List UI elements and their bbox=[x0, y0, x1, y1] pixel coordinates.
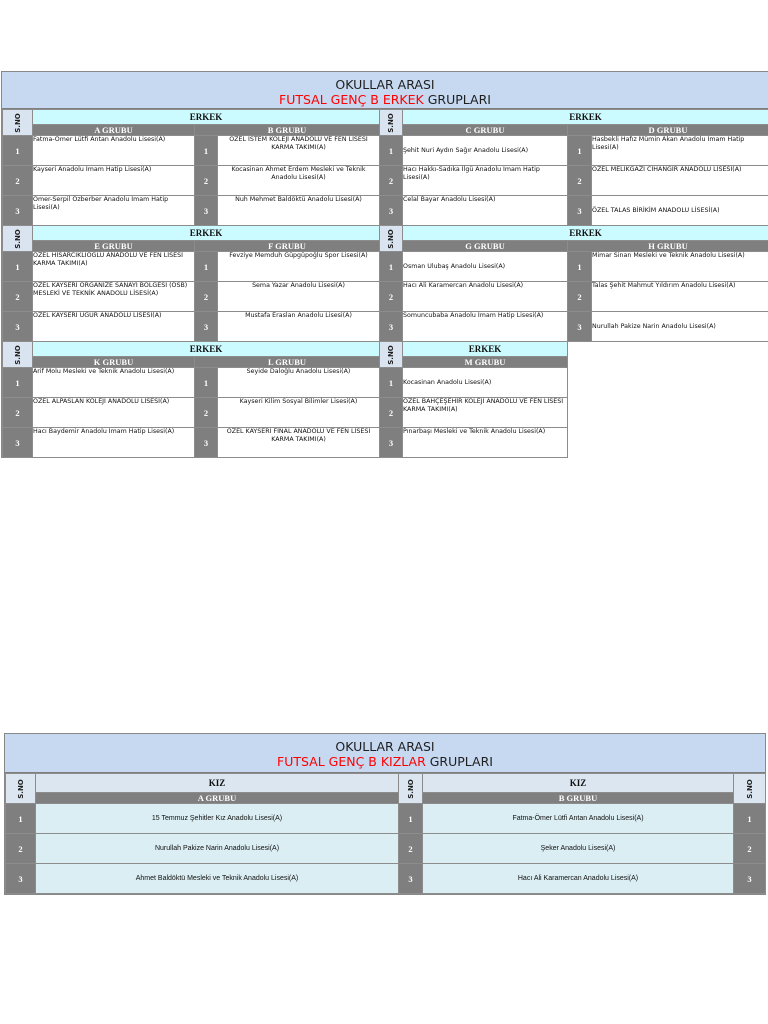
school-cell: Sema Yazar Anadolu Lisesi(A) bbox=[218, 282, 380, 312]
school-cell: Nurullah Pakize Narin Anadolu Lisesi(A) bbox=[36, 834, 399, 864]
group-d-name: D GRUBU bbox=[568, 125, 768, 136]
school-cell: Nuh Mehmet Baldöktü Anadolu Lisesi(A) bbox=[218, 196, 380, 226]
row-number: 1 bbox=[195, 252, 218, 282]
erkek-title-box bbox=[2, 72, 768, 109]
school-cell: Fatma-Ömer Lütfi Antan Anadolu Lisesi(A) bbox=[423, 804, 734, 834]
row-number: 2 bbox=[734, 834, 766, 864]
row-number: 3 bbox=[6, 864, 36, 894]
kiz-title-line1: OKULLAR ARASI bbox=[335, 739, 435, 754]
gender-header: ERKEK bbox=[403, 342, 568, 357]
row-number: 1 bbox=[6, 804, 36, 834]
row-number: 1 bbox=[380, 136, 403, 166]
school-cell: Kayseri Anadolu İmam Hatip Lisesi(A) bbox=[33, 166, 195, 196]
school-cell: Talas Şehit Mahmut Yıldırım Anadolu Lisesi(A) bbox=[592, 282, 768, 312]
school-cell: Hacı Hakkı-Sadıka İlgü Anadolu İmam Hatip Lisesi(A) bbox=[403, 166, 568, 196]
row-number: 1 bbox=[3, 252, 33, 282]
row-number: 3 bbox=[568, 312, 592, 342]
row-number: 3 bbox=[195, 196, 218, 226]
row-number: 1 bbox=[195, 368, 218, 398]
row-number: 1 bbox=[399, 804, 423, 834]
row-number: 2 bbox=[3, 398, 33, 428]
row-number: 1 bbox=[380, 368, 403, 398]
erkek-title-red: FUTSAL GENÇ B ERKEK bbox=[279, 92, 424, 107]
school-cell: Hacı Baydemir Anadolu İmam Hatip Lisesi(A) bbox=[33, 428, 195, 458]
group-f-name: F GRUBU bbox=[195, 241, 380, 252]
school-cell: Fatma-Ömer Lütfi Antan Anadolu Lisesi(A) bbox=[33, 136, 195, 166]
school-cell: Mustafa Eraslan Anadolu Lisesi(A) bbox=[218, 312, 380, 342]
school-cell: ÖZEL HİSARCIKLIOĞLU ANADOLU VE FEN LİSESİ KARMA TAKIMI(A) bbox=[33, 252, 195, 282]
row-number: 2 bbox=[195, 166, 218, 196]
gender-header: ERKEK bbox=[33, 342, 380, 357]
kiz-groups-table bbox=[5, 773, 766, 894]
group-l-name: L GRUBU bbox=[195, 357, 380, 368]
kiz-title-box bbox=[5, 734, 765, 773]
row-number: 2 bbox=[380, 398, 403, 428]
kiz-groups-sheet bbox=[4, 733, 766, 895]
row-number: 1 bbox=[734, 804, 766, 834]
row-number: 1 bbox=[380, 252, 403, 282]
school-cell: Arif Molu Mesleki ve Teknik Anadolu Lisesi(A) bbox=[33, 368, 195, 398]
school-cell: ÖZEL İSTEM KOLEJİ ANADOLU VE FEN LİSESİ KARMA TAKIMI(A) bbox=[218, 136, 380, 166]
school-cell: ÖZEL KAYSERİ ORGANİZE SANAYİ BÖLGESİ (OSB) MESLEKİ VE TEKNİK ANADOLU LİSESİ(A) bbox=[33, 282, 195, 312]
row-number: 2 bbox=[3, 166, 33, 196]
gender-header: KIZ bbox=[423, 774, 734, 793]
erkek-title-rest: GRUPLARI bbox=[423, 92, 491, 107]
school-cell: Ömer-Serpil Özberber Anadolu İmam Hatip Lisesi(A) bbox=[33, 196, 195, 226]
kiz-title-line2 bbox=[5, 754, 765, 769]
row-number: 2 bbox=[195, 398, 218, 428]
group-e-name: E GRUBU bbox=[33, 241, 195, 252]
school-cell: ÖZEL ALPASLAN KOLEJİ ANADOLU LİSESİ(A) bbox=[33, 398, 195, 428]
school-cell: ÖZEL KAYSERİ FİNAL ANADOLU VE FEN LİSESİ KARMA TAKIMI(A) bbox=[218, 428, 380, 458]
school-cell: 15 Temmuz Şehitler Kız Anadolu Lisesi(A) bbox=[36, 804, 399, 834]
row-number: 2 bbox=[6, 834, 36, 864]
row-number: 3 bbox=[399, 864, 423, 894]
row-number: 3 bbox=[195, 428, 218, 458]
kiz-title-rest: GRUPLARI bbox=[425, 754, 493, 769]
school-cell: ÖZEL TALAS BİRİKİM ANADOLU LİSESİ(A) bbox=[592, 196, 768, 226]
row-number: 2 bbox=[3, 282, 33, 312]
kiz-title-red: FUTSAL GENÇ B KIZLAR bbox=[277, 754, 426, 769]
row-number: 2 bbox=[380, 282, 403, 312]
gender-header: ERKEK bbox=[33, 110, 380, 125]
erkek-groups-table bbox=[2, 109, 768, 458]
school-cell: ÖZEL MELİKGAZİ CİHANGİR ANADOLU LİSESİ(A) bbox=[592, 166, 768, 196]
row-number: 3 bbox=[568, 196, 592, 226]
sno-header: S.NO bbox=[399, 774, 423, 804]
school-cell: Somuncubaba Anadolu İmam Hatip Lisesi(A) bbox=[403, 312, 568, 342]
sno-header: S.NO bbox=[6, 774, 36, 804]
sno-header: S.NO bbox=[380, 342, 403, 368]
school-cell: Nurullah Pakize Narin Anadolu Lisesi(A) bbox=[592, 312, 768, 342]
sno-header: S.NO bbox=[380, 110, 403, 136]
erkek-title-line2 bbox=[2, 92, 768, 107]
row-number: 1 bbox=[3, 368, 33, 398]
row-number: 3 bbox=[380, 312, 403, 342]
sno-header: S.NO bbox=[380, 226, 403, 252]
school-cell: Hacı Ali Karamercan Anadolu Lisesi(A) bbox=[423, 864, 734, 894]
row-number: 3 bbox=[3, 196, 33, 226]
school-cell: Ahmet Baldöktü Mesleki ve Teknik Anadolu Lisesi(A) bbox=[36, 864, 399, 894]
row-number: 2 bbox=[399, 834, 423, 864]
sno-header: S.NO bbox=[3, 110, 33, 136]
school-cell: Celal Bayar Anadolu Lisesi(A) bbox=[403, 196, 568, 226]
gender-header: ERKEK bbox=[33, 226, 380, 241]
group-a-name: A GRUBU bbox=[33, 125, 195, 136]
school-cell: Pınarbaşı Mesleki ve Teknik Anadolu Lisesi(A) bbox=[403, 428, 568, 458]
school-cell: Hacı Ali Karamercan Anadolu Lisesi(A) bbox=[403, 282, 568, 312]
row-number: 2 bbox=[195, 282, 218, 312]
gender-header: ERKEK bbox=[403, 226, 768, 241]
group-g-name: G GRUBU bbox=[403, 241, 568, 252]
row-number: 3 bbox=[380, 196, 403, 226]
school-cell: Kocasinan Anadolu Lisesi(A) bbox=[403, 368, 568, 398]
group-m-name: M GRUBU bbox=[403, 357, 568, 368]
row-number: 1 bbox=[3, 136, 33, 166]
row-number: 2 bbox=[380, 166, 403, 196]
group-a-name: A GRUBU bbox=[36, 793, 399, 804]
row-number: 3 bbox=[380, 428, 403, 458]
row-number: 1 bbox=[568, 136, 592, 166]
school-cell: Osman Ulubaş Anadolu Lisesi(A) bbox=[403, 252, 568, 282]
school-cell: Kocasinan Ahmet Erdem Mesleki ve Teknik Anadolu Lisesi(A) bbox=[218, 166, 380, 196]
school-cell: ÖZEL KAYSERİ UĞUR ANADOLU LİSESİ(A) bbox=[33, 312, 195, 342]
group-b-name: B GRUBU bbox=[195, 125, 380, 136]
erkek-title-line1: OKULLAR ARASI bbox=[335, 77, 435, 92]
group-h-name: H GRUBU bbox=[568, 241, 768, 252]
row-number: 2 bbox=[568, 282, 592, 312]
sno-header: S.NO bbox=[734, 774, 766, 804]
school-cell: Fevziye Memduh Güpgüpoğlu Spor Lisesi(A) bbox=[218, 252, 380, 282]
school-cell: Kayseri Kilim Sosyal Bilimler Lisesi(A) bbox=[218, 398, 380, 428]
school-cell: Şeker Anadolu Lisesi(A) bbox=[423, 834, 734, 864]
row-number: 3 bbox=[3, 428, 33, 458]
gender-header: ERKEK bbox=[403, 110, 768, 125]
group-k-name: K GRUBU bbox=[33, 357, 195, 368]
school-cell: Mimar Sinan Mesleki ve Teknik Anadolu Lisesi(A) bbox=[592, 252, 768, 282]
erkek-groups-sheet bbox=[1, 71, 768, 458]
school-cell: Seyide Daloğlu Anadolu Lisesi(A) bbox=[218, 368, 380, 398]
school-cell: Şehit Nuri Aydın Sağır Anadolu Lisesi(A) bbox=[403, 136, 568, 166]
sno-header: S.NO bbox=[3, 226, 33, 252]
row-number: 2 bbox=[568, 166, 592, 196]
group-b-name: B GRUBU bbox=[423, 793, 734, 804]
empty-area bbox=[568, 342, 768, 458]
row-number: 1 bbox=[195, 136, 218, 166]
row-number: 3 bbox=[734, 864, 766, 894]
row-number: 1 bbox=[568, 252, 592, 282]
group-c-name: C GRUBU bbox=[403, 125, 568, 136]
school-cell: Hasbekli Hafız Mümin Akan Anadolu İmam Hatip Lisesi(A) bbox=[592, 136, 768, 166]
row-number: 3 bbox=[195, 312, 218, 342]
row-number: 3 bbox=[3, 312, 33, 342]
sno-header: S.NO bbox=[3, 342, 33, 368]
school-cell: ÖZEL BAHÇEŞEHİR KOLEJİ ANADOLU VE FEN LİSESİ KARMA TAKIMI(A) bbox=[403, 398, 568, 428]
gender-header: KIZ bbox=[36, 774, 399, 793]
